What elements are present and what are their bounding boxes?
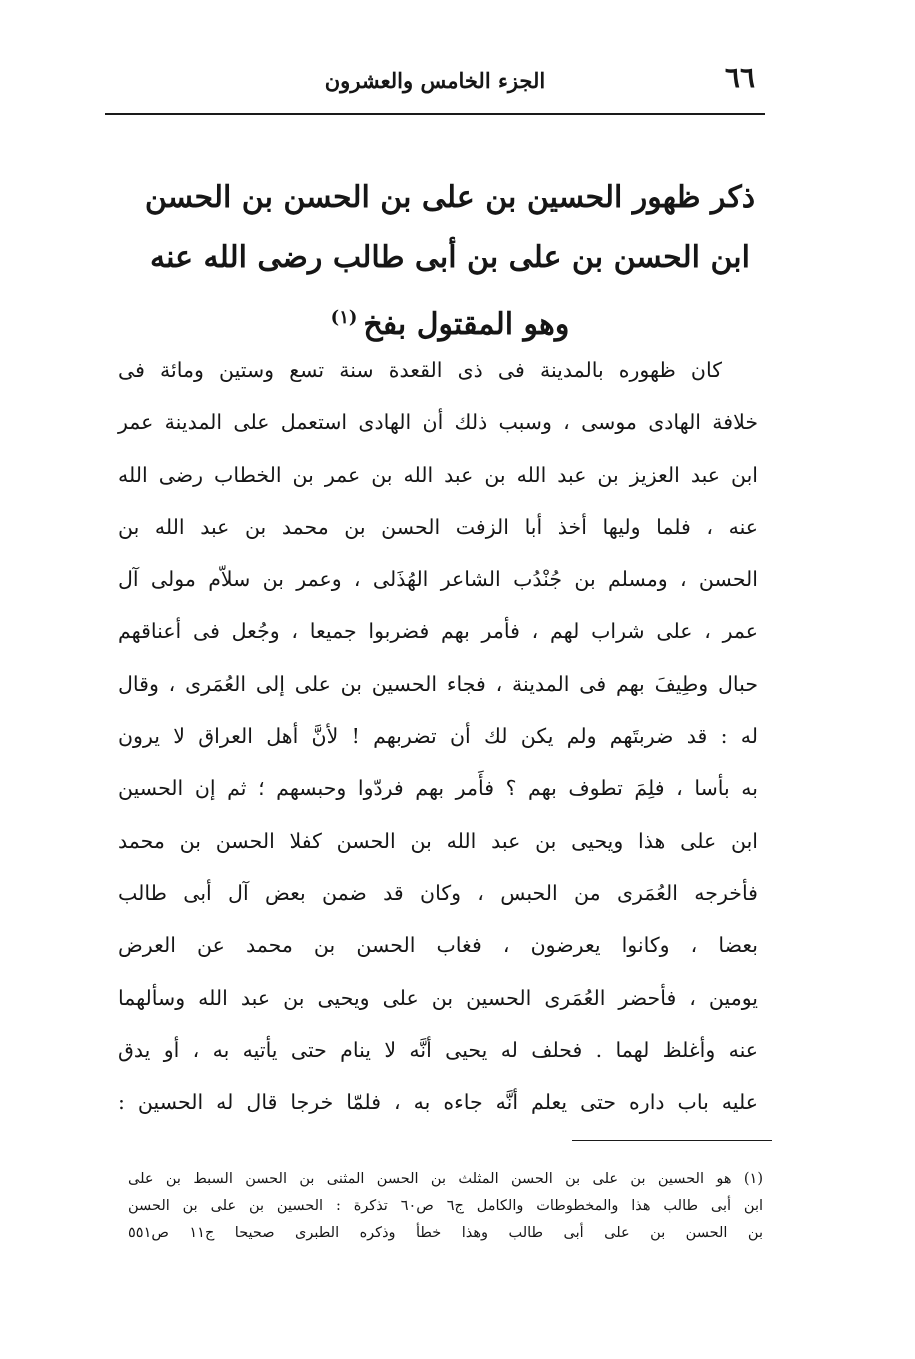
part-title: الجزء الخامس والعشرون	[324, 68, 546, 93]
heading-line-3-text: وهو المقتول بفخ	[363, 307, 570, 342]
running-head	[105, 62, 765, 104]
body-line: الحسن ، ومسلم بن جُنْدُب الشاعر الهُذَلى ، وعمر بن سلاّم مولى آل	[118, 567, 758, 592]
body-line: يومين ، فأحضر العُمَرى الحسين بن على ويحيى بن عبد الله وسألهما	[118, 985, 758, 1010]
body-line: كان ظهوره بالمدينة فى ذى القعدة سنة تسع وستين ومائة فى	[118, 358, 722, 382]
body-line: عمر ، على شراب لهم ، فأمر بهم فضربوا جميعا ، وجُعل فى أعناقهم	[118, 619, 758, 644]
footnote-reference-mark: (١)	[330, 307, 358, 328]
chapter-heading	[140, 168, 760, 355]
body-line: به بأسا ، فلِمَ تطوف بهم ؟ فأَمر بهم فردّوا وحبسهم ؛ ثم إن الحسين	[118, 776, 758, 801]
footnote-line: بن الحسن بن على أبى طالب وهذا خطأ وذكره الطبرى صحيحا ج١١ ص٥٥١	[128, 1225, 763, 1241]
body-line: عليه باب داره حتى يعلم أنَّه جاءه به ، فلمّا خرجا قال له الحسين :	[118, 1090, 758, 1115]
footnote-line: ابن أبى طالب هذا والمخطوطات والكامل ج٦ ص٦٠ تذكرة : الحسين بن على بن الحسن	[128, 1198, 764, 1214]
heading-line-1: ذكر ظهور الحسين بن على بن الحسن بن الحسن	[144, 180, 756, 215]
footnote-line: (١) هو الحسين بن على بن الحسن المثلث بن الحسن المثنى بن الحسن السبط بن على	[128, 1171, 763, 1187]
body-line: خلافة الهادى موسى ، وسبب ذلك أن الهادى استعمل على المدينة عمر	[118, 410, 758, 435]
body-line: له : قد ضربتَهم ولم يكن لك أن تضربهم ! لأنَّ أهل العراق لا يرون	[118, 724, 758, 749]
body-line: عنه وأغلظ لهما . فحلف له يحيى أنَّه لا ينام حتى يأتيه به ، أو يدق	[118, 1037, 758, 1062]
body-line: ابن عبد العزيز بن عبد الله بن عبد الله بن عمر بن الخطاب رضى الله	[118, 462, 758, 487]
footnote	[128, 1166, 763, 1247]
body-line: عنه ، فلما وليها أخذ أبا الزفت الحسن بن محمد بن عبد الله بن	[118, 514, 758, 539]
body-line: ابن على هذا ويحيى بن عبد الله بن الحسن كفلا الحسن بن محمد	[118, 828, 758, 853]
body-line: بعضا ، وكانوا يعرضون ، فغاب الحسن بن محمد عن العرض	[118, 933, 758, 958]
page-number: ٦٦	[724, 61, 755, 94]
body-line: حبال وطِيفَ بهم فى المدينة ، فجاء الحسين بن على إلى العُمَرى ، وقال	[118, 671, 758, 696]
body-text	[118, 344, 758, 1128]
footnote-rule	[572, 1140, 772, 1141]
heading-line-2: ابن الحسن بن على بن أبى طالب رضى الله عنه	[150, 240, 750, 275]
header-rule	[105, 113, 765, 115]
body-line: فأخرجه العُمَرى من الحبس ، وكان قد ضمن بعض آل أبى طالب	[118, 880, 758, 905]
